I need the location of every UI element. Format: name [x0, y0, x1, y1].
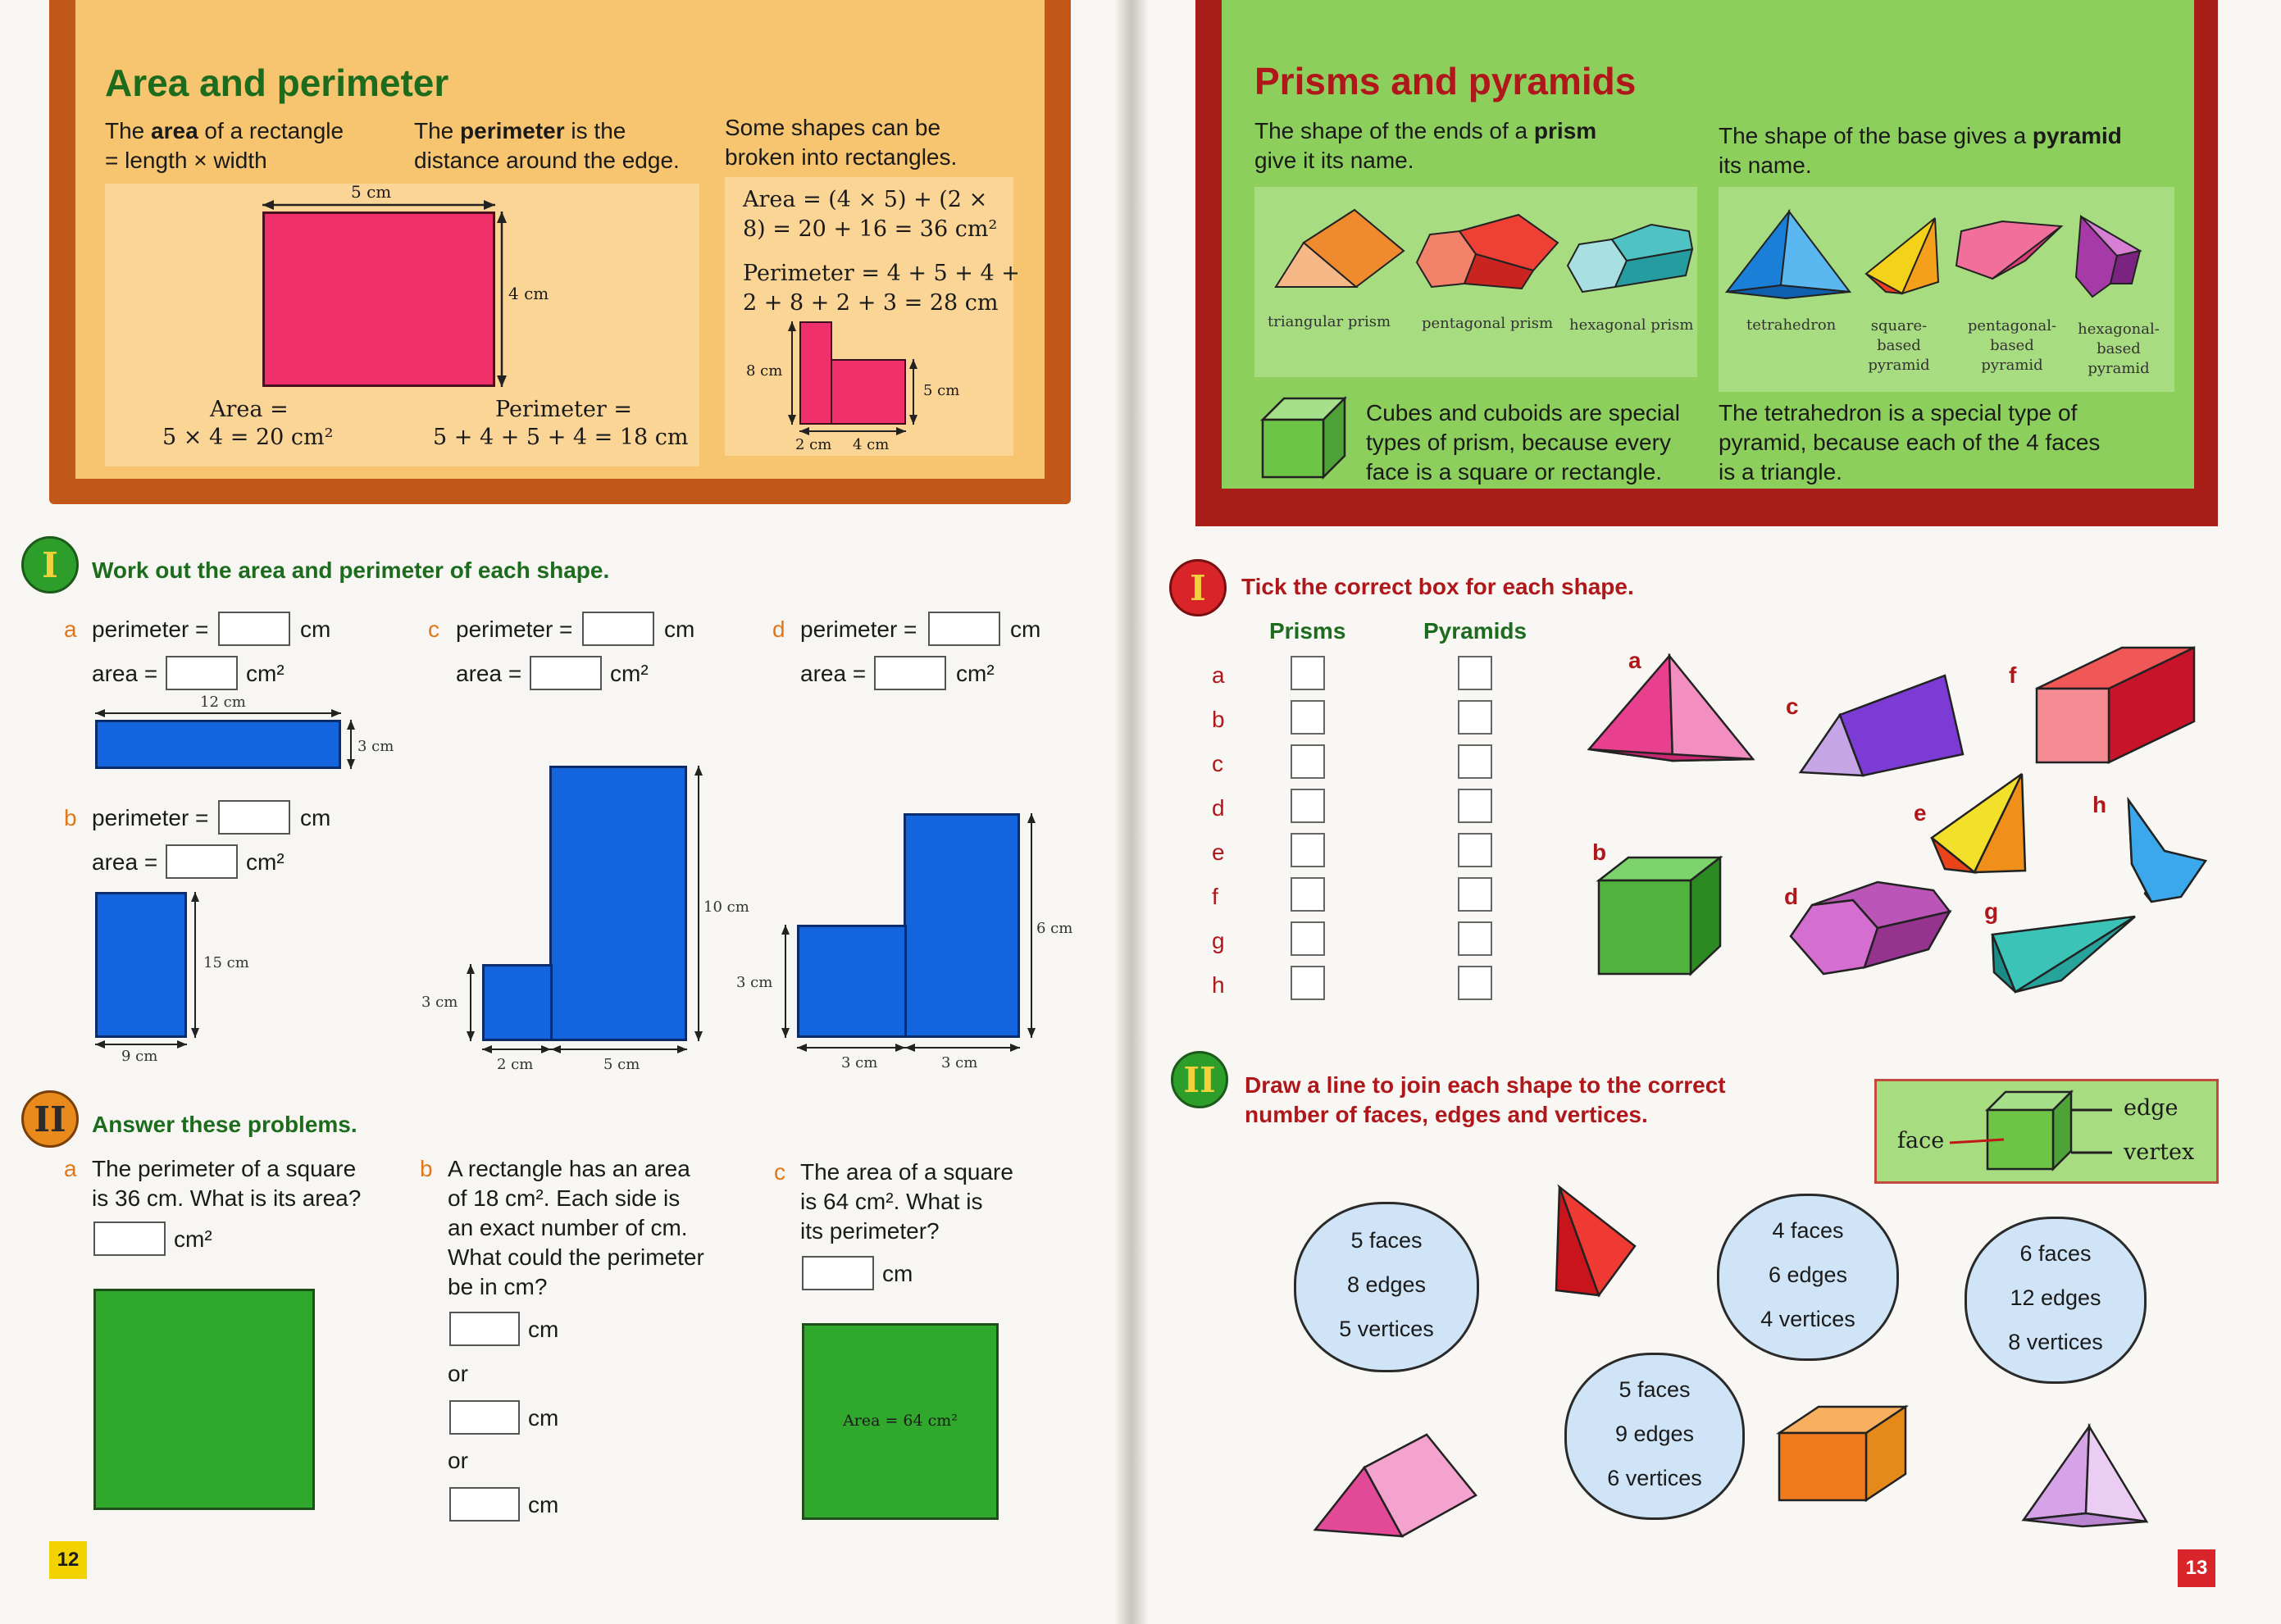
problem-a-answer[interactable] [93, 1221, 166, 1256]
perim-def-post1: is the [564, 118, 626, 143]
cube-note [1366, 398, 1710, 487]
problem-b-line-3: an exact number of cm. [448, 1215, 688, 1240]
tick-prism-f[interactable] [1291, 877, 1325, 912]
join-exercise-badge: II [1171, 1051, 1228, 1108]
tick-prism-b[interactable] [1291, 700, 1325, 735]
question-a-perimeter-unit: cm [300, 616, 331, 642]
question-d-area-unit: cm² [956, 661, 995, 686]
example-top-label: 5 cm [351, 182, 392, 202]
question-a-perimeter-label: perimeter = [92, 616, 209, 642]
join-shapes [0, 0, 1, 1]
tetra-note-3: is a triangle. [1719, 459, 1842, 484]
shape-label-h: h [2092, 792, 2107, 817]
tick-pyramid-g[interactable] [1458, 921, 1492, 956]
question-c-perimeter-answer[interactable] [582, 612, 654, 646]
shape-d-width-1: 3 cm [841, 1054, 878, 1071]
cloud-line: 5 vertices [1339, 1317, 1434, 1341]
pyramid-intro-bold: pyramid [2032, 123, 2122, 148]
label-pentagonal-based-pyramid [1963, 316, 2061, 375]
pyramid-intro-pre: The shape of the base gives a [1719, 123, 2033, 148]
question-b-perimeter-label: perimeter = [92, 805, 209, 830]
question-b-area-unit: cm² [246, 849, 285, 875]
question-a-area-unit: cm² [246, 661, 285, 686]
problem-a-line-1: The perimeter of a square [92, 1156, 357, 1181]
tick-pyramid-c[interactable] [1458, 744, 1492, 779]
problem-b-line-5: be in cm? [448, 1274, 548, 1299]
area-def-pre: The [105, 118, 152, 143]
shape-c-width-2: 5 cm [603, 1056, 640, 1073]
problem-b-line-1: A rectangle has an area [448, 1156, 690, 1181]
problem-b-answer-3[interactable] [449, 1487, 520, 1522]
shape-label-e: e [1914, 800, 1927, 826]
tick-prism-e[interactable] [1291, 833, 1325, 867]
cloud-line: 5 faces [1619, 1377, 1691, 1402]
problem-b-unit-3: cm [528, 1492, 559, 1517]
prism-intro-post: give it its name. [1254, 148, 1414, 173]
label-tetrahedron: tetrahedron [1746, 316, 1837, 334]
tetrahedron-note [1719, 398, 2178, 487]
shape-label-a: a [1628, 648, 1641, 673]
shape-c-tall-label: 10 cm [703, 898, 749, 916]
problem-c-answer[interactable] [802, 1256, 874, 1290]
pyramid-intro [1719, 121, 2178, 180]
cloud-6-faces-12-edges[interactable] [1965, 1217, 2147, 1384]
composite-left-label: 8 cm [746, 362, 783, 380]
question-c-area-unit: cm² [610, 661, 649, 686]
problem-a-letter: a [64, 1156, 77, 1181]
question-d-perimeter-unit: cm [1010, 616, 1041, 642]
shape-a-height-label: 3 cm [357, 738, 394, 755]
join-exercise-instruction [1245, 1071, 1726, 1130]
shape-label-c: c [1786, 694, 1799, 719]
cloud-line: 12 edges [2010, 1285, 2101, 1310]
composite-area-1: Area = (4 × 5) + (2 × [743, 187, 988, 212]
label-hexagonal-based-3: pyramid [2088, 360, 2150, 377]
label-hexagonal-based-pyramid [2069, 320, 2168, 379]
question-b-perimeter-answer[interactable] [218, 800, 290, 835]
shape-d-short-label: 3 cm [736, 974, 773, 991]
row-letter-g: g [1212, 928, 1225, 953]
composite-perim-2: 2 + 8 + 2 + 3 = 28 cm [743, 290, 999, 316]
composite-area-calc [743, 185, 997, 244]
cloud-line: 4 vertices [1760, 1307, 1855, 1331]
label-triangular-prism: triangular prism [1268, 313, 1391, 330]
page-number-left: 12 [49, 1541, 87, 1579]
column-pyramids: Pyramids [1423, 618, 1527, 644]
area-definition [105, 116, 376, 175]
legend-edge: edge [2124, 1095, 2179, 1121]
problem-b-line-4: What could the perimeter [448, 1244, 704, 1270]
label-square-based-2: pyramid [1868, 357, 1930, 374]
problem-b-line-2: of 18 cm². Each side is [448, 1185, 681, 1211]
question-c-perimeter-label: perimeter = [456, 616, 573, 642]
shape-a-rectangle [95, 720, 341, 769]
question-c-perimeter-unit: cm [664, 616, 695, 642]
tick-pyramid-f[interactable] [1458, 877, 1492, 912]
tick-prism-d[interactable] [1291, 789, 1325, 823]
question-c-area-answer[interactable] [530, 656, 602, 690]
question-b-area-answer[interactable] [166, 844, 238, 879]
prism-intro-pre: The shape of the ends of a [1254, 118, 1534, 143]
shape-a-width-label: 12 cm [200, 694, 246, 711]
tick-pyramid-b[interactable] [1458, 700, 1492, 735]
question-d-letter: d [772, 616, 785, 642]
shape-d-tall-part [904, 813, 1020, 1038]
question-a-area-label: area = [92, 661, 158, 686]
cloud-line: 8 vertices [2008, 1330, 2103, 1354]
example-rectangle [262, 212, 495, 387]
problem-a-square [93, 1289, 315, 1510]
perim-def-pre: The [414, 118, 461, 143]
problem-a-line-2: is 36 cm. What is its area? [92, 1185, 362, 1211]
area-def-bold: area [151, 118, 198, 143]
label-hexagonal-based-1: hexagonal- [2078, 321, 2160, 338]
example-area-label: Area = [210, 397, 289, 422]
tick-prism-h[interactable] [1291, 966, 1325, 1000]
tick-exercise-instruction: Tick the correct box for each shape. [1241, 574, 1634, 599]
exercise-1-badge: I [21, 536, 79, 594]
exercise-1-instruction: Work out the area and perimeter of each shape. [92, 557, 610, 583]
label-pentagonal-based-2: based [1990, 337, 2034, 354]
perimeter-definition [414, 116, 709, 175]
tick-prism-a[interactable] [1291, 656, 1325, 690]
question-d-area-answer[interactable] [874, 656, 946, 690]
row-letter-a: a [1212, 662, 1225, 688]
row-letter-f: f [1212, 884, 1218, 909]
composite-wide-part [831, 359, 906, 425]
problem-c-line-2: is 64 cm². What is [800, 1189, 983, 1214]
row-letter-d: d [1212, 795, 1225, 821]
label-pentagonal-prism: pentagonal prism [1422, 315, 1554, 332]
cloud-line: 9 edges [1614, 1422, 1695, 1446]
area-def-post1: of a rectangle [198, 118, 344, 143]
cloud-4-faces-6-edges[interactable] [1717, 1194, 1899, 1361]
problem-c-line-3: its perimeter? [800, 1218, 940, 1244]
cube-note-2: types of prism, because every [1366, 430, 1671, 455]
exercise-2-instruction: Answer these problems. [92, 1112, 357, 1137]
join-instruction-1: Draw a line to join each shape to the correct [1245, 1072, 1726, 1098]
problem-b-answer-2[interactable] [449, 1400, 520, 1435]
prism-intro [1254, 116, 1697, 175]
column-prisms: Prisms [1269, 618, 1346, 644]
question-d-perimeter-answer[interactable] [928, 612, 1000, 646]
tick-pyramid-h[interactable] [1458, 966, 1492, 1000]
row-letter-b: b [1212, 707, 1225, 732]
prism-intro-bold: prism [1533, 118, 1597, 143]
book-gutter [1115, 0, 1148, 1624]
question-c-area-label: area = [456, 661, 522, 686]
question-c-letter: c [428, 616, 439, 642]
problem-b-unit-2: cm [528, 1405, 559, 1431]
problem-b-unit-1: cm [528, 1317, 559, 1342]
tetra-note-1: The tetrahedron is a special type of [1719, 400, 2078, 425]
exercise-2-badge: II [21, 1090, 79, 1148]
tetra-note-2: pyramid, because each of the 4 faces [1719, 430, 2101, 455]
shape-c-tall-part [549, 766, 687, 1041]
problem-c-square-label: Area = 64 cm² [843, 1412, 958, 1430]
example-side-label: 4 cm [508, 284, 549, 303]
shape-b-rectangle [95, 892, 187, 1038]
tick-prism-c[interactable] [1291, 744, 1325, 779]
legend-face: face [1897, 1128, 1945, 1153]
shape-c-short-label: 3 cm [421, 994, 458, 1011]
question-a-area-answer[interactable] [166, 656, 238, 690]
problem-b-letter: b [420, 1156, 433, 1181]
question-a-perimeter-answer[interactable] [218, 612, 290, 646]
composite-bottom-left: 2 cm [795, 436, 832, 453]
composite-perim-1: Perimeter = 4 + 5 + 4 + [743, 261, 1020, 286]
cloud-line: 6 faces [2019, 1241, 2092, 1266]
tick-pyramid-e[interactable] [1458, 833, 1492, 867]
tick-pyramid-a[interactable] [1458, 656, 1492, 690]
composite-perim-calc [743, 259, 1020, 318]
shape-label-g: g [1984, 898, 1999, 924]
page-number-right: 13 [2178, 1549, 2215, 1587]
shape-c-width-1: 2 cm [497, 1056, 534, 1073]
shape-label-d: d [1784, 884, 1799, 909]
problem-c-line-1: The area of a square [800, 1159, 1013, 1185]
pyramid-intro-post: its name. [1719, 152, 1812, 178]
label-pentagonal-based-3: pyramid [1981, 357, 2043, 374]
cloud-line: 8 edges [1346, 1272, 1427, 1297]
question-b-area-label: area = [92, 849, 158, 875]
example-perim-label: Perimeter = [495, 397, 632, 422]
cloud-5-faces-9-edges[interactable] [1564, 1353, 1745, 1520]
shape-b-width-label: 9 cm [121, 1048, 158, 1065]
cube-note-3: face is a square or rectangle. [1366, 459, 1663, 484]
label-hexagonal-prism: hexagonal prism [1569, 316, 1694, 334]
label-square-based-pyramid [1850, 316, 1948, 375]
cloud-line: 6 vertices [1607, 1466, 1702, 1490]
question-b-perimeter-unit: cm [300, 805, 331, 830]
legend-vertex: vertex [2124, 1140, 2195, 1165]
shape-d-tall-label: 6 cm [1036, 920, 1073, 937]
shape-d-width-2: 3 cm [941, 1054, 978, 1071]
problem-c-letter: c [774, 1159, 785, 1185]
row-letter-e: e [1212, 839, 1225, 865]
shape-d-short-part [797, 925, 907, 1038]
composite-right-label: 5 cm [923, 382, 960, 399]
composite-tall-part [799, 321, 832, 425]
page-title: Area and perimeter [105, 61, 449, 104]
cloud-line: 6 edges [1768, 1262, 1848, 1287]
row-letter-h: h [1212, 972, 1225, 998]
problem-b-answer-1[interactable] [449, 1312, 520, 1346]
composite-intro-1: Some shapes can be [725, 115, 941, 140]
row-letter-c: c [1212, 751, 1223, 776]
label-pentagonal-based-1: pentagonal- [1967, 317, 2057, 334]
example-perim-calc: 5 + 4 + 5 + 4 = 18 cm [433, 425, 689, 450]
shape-label-b: b [1592, 839, 1607, 865]
shape-label-f: f [2009, 662, 2017, 688]
cloud-line: 4 faces [1772, 1218, 1844, 1243]
right-page-title: Prisms and pyramids [1254, 60, 1637, 102]
tick-pyramid-d[interactable] [1458, 789, 1492, 823]
cloud-5-faces-8-edges[interactable] [1294, 1202, 1479, 1372]
cloud-line: 5 faces [1350, 1228, 1423, 1253]
problem-b-text [448, 1154, 726, 1302]
tick-exercise-badge: I [1169, 559, 1227, 616]
perim-def-bold: perimeter [460, 118, 565, 143]
problem-b-or-2: or [448, 1448, 468, 1473]
example-area-calc: 5 × 4 = 20 cm² [162, 425, 334, 450]
problem-a-text [92, 1154, 387, 1213]
question-a-letter: a [64, 616, 77, 642]
problem-c-unit: cm [882, 1261, 913, 1286]
area-def-post2: = length × width [105, 148, 267, 173]
question-d-area-label: area = [800, 661, 867, 686]
shape-b-height-label: 15 cm [203, 954, 249, 971]
composite-intro [725, 113, 1012, 172]
perim-def-post2: distance around the edge. [414, 148, 680, 173]
composite-area-2: 8) = 20 + 16 = 36 cm² [743, 216, 998, 242]
label-hexagonal-based-2: based [2097, 340, 2141, 357]
shape-c-short-part [482, 964, 553, 1041]
join-instruction-2: number of faces, edges and vertices. [1245, 1102, 1648, 1127]
cube-note-1: Cubes and cuboids are special [1366, 400, 1680, 425]
question-d-perimeter-label: perimeter = [800, 616, 917, 642]
label-square-based-1: square-based [1870, 317, 1928, 354]
tick-prism-g[interactable] [1291, 921, 1325, 956]
problem-a-unit: cm² [174, 1226, 212, 1252]
composite-bottom-right: 4 cm [853, 436, 890, 453]
problem-c-text [800, 1158, 1046, 1246]
composite-intro-2: broken into rectangles. [725, 144, 958, 170]
problem-b-or-1: or [448, 1361, 468, 1386]
question-b-letter: b [64, 805, 77, 830]
